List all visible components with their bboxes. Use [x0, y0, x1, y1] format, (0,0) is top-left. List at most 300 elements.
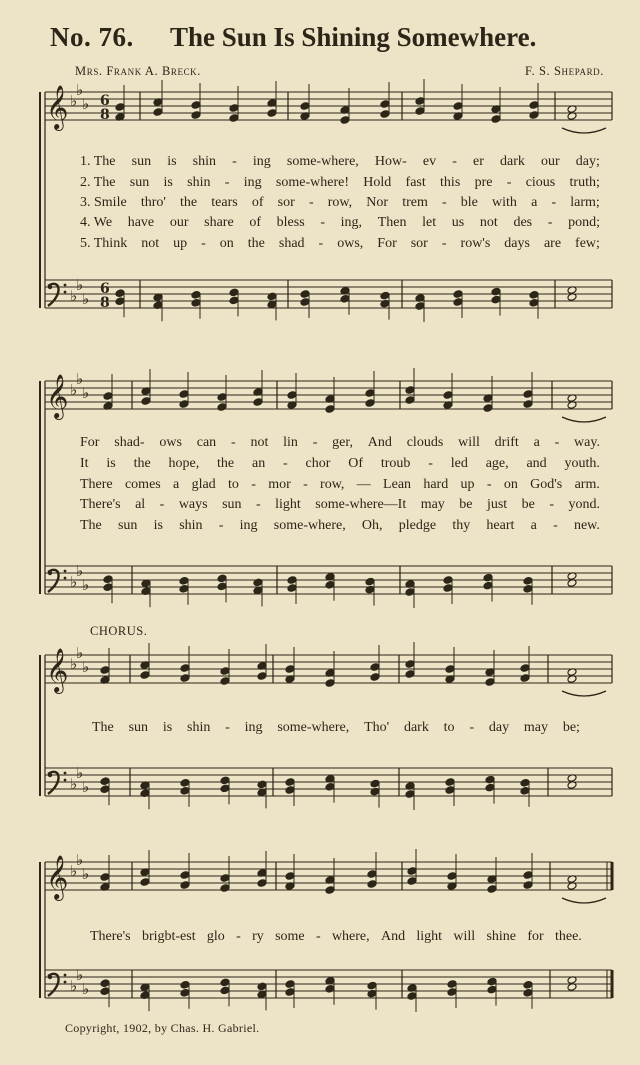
note-head — [405, 386, 415, 395]
lyric-syllable: - — [255, 497, 261, 512]
note-head — [529, 101, 539, 110]
lyric-syllable: troub — [380, 456, 411, 471]
note-head — [191, 101, 201, 110]
flat-sign: ♭ — [76, 370, 84, 388]
lyric-syllable: Then — [377, 215, 407, 230]
note-head — [447, 988, 457, 997]
lyric-line — [80, 173, 600, 193]
note-head — [287, 584, 297, 593]
lyric-syllable: with — [492, 195, 517, 210]
lyric-syllable: - — [547, 215, 553, 230]
note-head — [267, 292, 277, 301]
lyric-syllable: - — [308, 195, 314, 210]
lyric-syllable: ger, — [332, 435, 353, 450]
bass-clef-dot — [48, 571, 52, 575]
note-head — [100, 785, 110, 794]
lyric-syllable: Nor — [366, 195, 389, 210]
lyric-syllable: us — [451, 215, 465, 230]
note-head — [115, 103, 125, 112]
flat-sign: ♭ — [82, 290, 90, 308]
lyric-syllable: Oh, — [361, 518, 383, 533]
lyric-syllable: - — [224, 175, 230, 190]
lyric-syllable: - — [486, 477, 492, 492]
note-head — [285, 872, 295, 881]
bass-clef-dot — [64, 974, 67, 977]
lyric-syllable: shad- — [114, 435, 145, 450]
note-head — [365, 399, 375, 408]
flat-sign: ♭ — [76, 276, 84, 294]
note-head — [443, 391, 453, 400]
lyric-syllable: - — [320, 215, 325, 230]
note-head — [453, 290, 463, 299]
note-head — [325, 886, 335, 895]
lyric-syllable: shin — [179, 518, 203, 533]
lyric-syllable: is — [163, 175, 173, 190]
flat-sign: ♭ — [70, 573, 78, 591]
lyric-syllable: glo — [206, 929, 225, 944]
note-head — [370, 663, 380, 672]
lyric-syllable: will — [458, 435, 480, 450]
flat-sign: ♭ — [82, 865, 90, 883]
note-head — [220, 784, 230, 793]
flat-sign: ♭ — [82, 576, 90, 594]
lyric-syllable: is — [106, 456, 116, 471]
note-head — [407, 877, 417, 886]
note-head — [340, 116, 350, 125]
lyric-syllable: some-where, — [286, 154, 359, 169]
lyric-syllable: - — [218, 518, 224, 533]
note-head — [180, 787, 190, 796]
lyric-syllable: light — [416, 929, 443, 944]
lyric-syllable: - — [441, 236, 447, 251]
lyric-syllable: the — [180, 195, 198, 210]
lyric-line — [92, 718, 580, 738]
lyric-syllable: 3. Smile — [80, 195, 127, 210]
time-sig-bottom: 8 — [100, 295, 110, 311]
lyric-syllable: dark — [500, 154, 525, 169]
treble-clef: 𝄞 — [46, 855, 69, 899]
lyric-syllable: light — [275, 497, 301, 512]
flat-sign: ♭ — [70, 287, 78, 305]
note-head — [365, 389, 375, 398]
note-head — [140, 671, 150, 680]
note-head — [443, 584, 453, 593]
lyric-syllable: day — [488, 720, 510, 735]
lyric-syllable: a — [533, 435, 540, 450]
note-head — [220, 667, 230, 676]
lyric-syllable: - — [230, 435, 236, 450]
lyric-syllable: day; — [575, 154, 600, 169]
lyric-syllable: - — [315, 929, 321, 944]
lyric-syllable: - — [441, 195, 447, 210]
flat-sign: ♭ — [82, 95, 90, 113]
lyric-syllable: - — [506, 175, 512, 190]
treble-clef: 𝄞 — [46, 648, 69, 692]
lyric-syllable: - — [551, 195, 557, 210]
lyric-syllable: - — [318, 236, 324, 251]
lyric-syllable: new. — [573, 518, 600, 533]
note-head — [180, 881, 190, 890]
note-head — [325, 581, 335, 590]
lyric-syllable: shin — [187, 175, 211, 190]
note-head — [520, 664, 530, 673]
lyric-line — [80, 433, 600, 453]
note-head — [325, 783, 335, 792]
note-head — [520, 779, 530, 788]
tie-arc — [562, 898, 606, 903]
note-head — [405, 660, 415, 669]
note-head — [191, 299, 201, 308]
lyric-syllable: thy — [452, 518, 471, 533]
lyric-syllable: larm; — [570, 195, 600, 210]
lyric-syllable: have — [127, 215, 155, 230]
lyric-syllable: to — [443, 720, 455, 735]
note-head — [415, 107, 425, 116]
note-head — [191, 291, 201, 300]
bass-clef-dot — [48, 773, 52, 777]
lyric-line — [80, 193, 600, 213]
lyric-syllable: our — [169, 215, 189, 230]
note-head — [180, 664, 190, 673]
note-head — [491, 115, 501, 124]
lyric-syllable: and — [526, 456, 547, 471]
lyric-syllable: 4. We — [80, 215, 113, 230]
lyric-syllable: the — [247, 236, 265, 251]
bass-clef-dot — [64, 577, 67, 580]
flat-sign: ♭ — [76, 764, 84, 782]
lyric-syllable: ows — [159, 435, 182, 450]
note-head — [407, 992, 417, 1001]
note-head — [179, 585, 189, 594]
lyric-syllable: - — [225, 720, 230, 735]
note-head — [370, 779, 380, 788]
lyric-syllable: God's — [530, 477, 563, 492]
lyric-syllable: chor — [305, 456, 331, 471]
lyric-syllable: des — [513, 215, 533, 230]
note-head — [300, 290, 310, 299]
note-head — [220, 874, 230, 883]
flat-sign: ♭ — [70, 92, 78, 110]
treble-clef: 𝄞 — [46, 85, 69, 129]
lyric-syllable: - — [549, 497, 555, 512]
note-head — [407, 867, 417, 876]
note-head — [405, 670, 415, 679]
lyric-syllable: a — [531, 195, 538, 210]
lyric-syllable: - — [159, 497, 165, 512]
lyric-syllable: a — [173, 477, 180, 492]
lyric-line — [80, 454, 600, 474]
note-head — [100, 873, 110, 882]
note-head — [220, 978, 230, 987]
note-head — [229, 114, 239, 123]
bass-clef-dot — [64, 570, 67, 573]
lyric-syllable: fast — [405, 175, 426, 190]
note-head — [380, 100, 390, 109]
lyric-syllable: not — [479, 215, 498, 230]
lyric-syllable: - — [283, 456, 288, 471]
lyric-syllable: ing — [252, 154, 271, 169]
note-head — [217, 393, 227, 402]
note-head — [370, 673, 380, 682]
lyric-syllable: way. — [574, 435, 600, 450]
note-head — [529, 111, 539, 120]
lyric-syllable: 1. The — [80, 154, 116, 169]
lyric-syllable: up — [173, 236, 188, 251]
lyric-line — [80, 213, 600, 233]
flat-sign: ♭ — [82, 980, 90, 998]
lyric-syllable: be — [521, 497, 535, 512]
treble-clef: 𝄞 — [46, 374, 69, 418]
lyric-syllable: are — [543, 236, 562, 251]
lyric-syllable: The — [92, 720, 114, 735]
lyric-line — [80, 495, 600, 515]
note-head — [257, 780, 267, 789]
lyric-syllable: sun — [131, 154, 152, 169]
bass-clef-dot — [64, 291, 67, 294]
lyric-syllable: How- — [374, 154, 407, 169]
lyric-syllable: will — [453, 929, 476, 944]
note-head — [367, 981, 377, 990]
lyric-syllable: tears — [211, 195, 238, 210]
note-head — [445, 665, 455, 674]
lyric-syllable: sun — [222, 497, 242, 512]
lyric-syllable: For — [377, 236, 397, 251]
bass-clef-dot — [64, 284, 67, 287]
note-head — [285, 778, 295, 787]
lyric-syllable: - — [236, 929, 241, 944]
note-head — [217, 403, 227, 412]
lyric-syllable: this — [440, 175, 461, 190]
note-head — [180, 981, 190, 990]
lyric-syllable: thee. — [554, 929, 582, 944]
lyric-syllable: a — [530, 518, 537, 533]
note-head — [103, 392, 113, 401]
lyric-syllable: some — [275, 929, 305, 944]
tie-arc — [562, 691, 606, 696]
note-head — [103, 583, 113, 592]
lyric-syllable: ing, — [340, 215, 363, 230]
note-head — [217, 582, 227, 591]
flat-sign: ♭ — [76, 644, 84, 662]
lyric-syllable: - — [452, 154, 457, 169]
lyric-syllable: The — [80, 518, 102, 533]
lyric-syllable: dark — [403, 720, 429, 735]
note-head — [191, 111, 201, 120]
lyricist-credit: Mrs. Frank A. Breck. — [75, 64, 202, 78]
lyric-syllable: shad — [278, 236, 305, 251]
note-head — [140, 878, 150, 887]
note-head — [380, 291, 390, 300]
lyric-syllable: be — [459, 497, 473, 512]
note-head — [380, 110, 390, 119]
note-head — [405, 396, 415, 405]
note-head — [179, 577, 189, 586]
lyric-syllable: is — [153, 518, 163, 533]
lyric-syllable: cious — [525, 175, 556, 190]
note-head — [153, 108, 163, 117]
note-head — [257, 672, 267, 681]
flat-sign: ♭ — [70, 862, 78, 880]
note-head — [415, 97, 425, 106]
lyric-syllable: ble — [460, 195, 478, 210]
lyric-syllable: youth. — [564, 456, 600, 471]
note-head — [217, 574, 227, 583]
lyric-syllable: age, — [485, 456, 509, 471]
bass-clef-dot — [64, 772, 67, 775]
lyric-line — [80, 234, 600, 254]
lyric-syllable: not — [141, 236, 160, 251]
flat-sign: ♭ — [76, 562, 84, 580]
lyric-syllable: yond. — [568, 497, 600, 512]
note-head — [447, 872, 457, 881]
bass-clef-dot — [64, 981, 67, 984]
bass-clef-dot — [64, 779, 67, 782]
note-head — [483, 404, 493, 413]
note-head — [325, 405, 335, 414]
lyric-syllable: There — [80, 477, 113, 492]
note-head — [229, 288, 239, 297]
lyric-syllable: lin — [283, 435, 298, 450]
lyric-syllable: to — [228, 477, 239, 492]
note-head — [445, 786, 455, 795]
note-head — [487, 977, 497, 986]
lyric-syllable: ways — [178, 497, 208, 512]
flat-sign: ♭ — [82, 778, 90, 796]
lyric-syllable: some-where, — [277, 720, 350, 735]
lyric-line — [80, 152, 600, 172]
lyric-syllable: glad — [191, 477, 216, 492]
lyric-syllable: - — [553, 518, 558, 533]
tie-arc — [562, 128, 606, 133]
lyric-syllable: days — [504, 236, 530, 251]
note-head — [285, 786, 295, 795]
lyric-line — [90, 927, 582, 947]
note-head — [253, 398, 263, 407]
note-head — [285, 665, 295, 674]
note-head — [325, 985, 335, 994]
note-head — [443, 576, 453, 585]
note-head — [285, 980, 295, 989]
note-head — [180, 779, 190, 788]
note-head — [287, 391, 297, 400]
note-head — [523, 981, 533, 990]
lyric-syllable: let — [422, 215, 437, 230]
lyric-syllable: be; — [562, 720, 580, 735]
time-sig-top: 6 — [100, 281, 110, 297]
note-head — [103, 575, 113, 584]
lyric-syllable: ry — [252, 929, 264, 944]
lyric-syllable: sun — [128, 720, 149, 735]
note-head — [220, 884, 230, 893]
note-head — [523, 390, 533, 399]
lyric-syllable: our — [541, 154, 560, 169]
note-head — [180, 674, 190, 683]
note-head — [487, 985, 497, 994]
lyric-syllable: - — [554, 435, 560, 450]
lyric-syllable: up — [460, 477, 475, 492]
flat-sign: ♭ — [76, 966, 84, 984]
lyric-syllable: trem — [402, 195, 428, 210]
flat-sign: ♭ — [76, 81, 84, 99]
note-head — [229, 296, 239, 305]
flat-sign: ♭ — [82, 658, 90, 676]
lyric-syllable: pre — [474, 175, 493, 190]
lyric-syllable: hope, — [168, 456, 200, 471]
lyric-syllable: arm. — [574, 477, 600, 492]
lyric-syllable: There's — [80, 497, 121, 512]
lyric-syllable: may — [523, 720, 548, 735]
time-sig-top: 6 — [100, 93, 110, 109]
lyric-syllable: - — [251, 477, 256, 492]
note-head — [367, 880, 377, 889]
note-head — [523, 989, 533, 998]
lyric-syllable: sor — [410, 236, 428, 251]
lyric-syllable: row's — [460, 236, 491, 251]
hymn-number: No. 76. — [50, 22, 134, 52]
lyric-syllable: where, — [331, 929, 370, 944]
note-head — [415, 302, 425, 311]
note-head — [405, 588, 415, 597]
lyric-syllable: not — [250, 435, 269, 450]
note-head — [287, 576, 297, 585]
lyric-syllable: ing — [244, 720, 263, 735]
lyric-syllable: some-where, — [273, 518, 346, 533]
lyric-syllable: some-where—It — [315, 497, 407, 512]
lyric-syllable: led — [450, 456, 468, 471]
note-head — [253, 578, 263, 587]
note-head — [529, 291, 539, 300]
lyric-syllable: drift — [494, 435, 519, 450]
note-head — [300, 298, 310, 307]
flat-sign: ♭ — [82, 384, 90, 402]
lyric-syllable: Hold — [363, 175, 392, 190]
flat-sign: ♭ — [70, 775, 78, 793]
lyric-syllable: 2. The — [80, 175, 116, 190]
note-head — [229, 104, 239, 113]
lyric-syllable: - — [201, 236, 206, 251]
note-head — [485, 783, 495, 792]
hymn-title: The Sun Is Shining Somewhere. — [170, 22, 537, 52]
lyric-syllable: sor — [277, 195, 295, 210]
note-head — [220, 776, 230, 785]
note-head — [523, 585, 533, 594]
lyric-syllable: — — [356, 477, 371, 492]
lyric-syllable: just — [486, 497, 508, 512]
bass-clef-dot — [48, 285, 52, 289]
lyric-syllable: for — [527, 929, 544, 944]
note-head — [523, 871, 533, 880]
lyric-syllable: mor — [268, 477, 291, 492]
lyric-syllable: And — [367, 435, 392, 450]
lyric-syllable: is — [162, 720, 173, 735]
lyric-syllable: shin — [192, 154, 216, 169]
lyric-syllable: pledge — [398, 518, 437, 533]
note-head — [141, 397, 151, 406]
lyric-syllable: row, — [320, 477, 345, 492]
lyric-syllable: Of — [348, 456, 364, 471]
lyric-syllable: sun — [129, 175, 150, 190]
note-head — [483, 573, 493, 582]
lyric-syllable: hard — [423, 477, 449, 492]
lyric-syllable: - — [232, 154, 237, 169]
note-head — [523, 400, 533, 409]
bass-clef-dot — [48, 975, 52, 979]
lyric-syllable: ev — [422, 154, 437, 169]
flat-sign: ♭ — [70, 977, 78, 995]
lyric-syllable: ows, — [337, 236, 364, 251]
lyric-syllable: on — [219, 236, 234, 251]
lyric-syllable: - — [469, 720, 475, 735]
